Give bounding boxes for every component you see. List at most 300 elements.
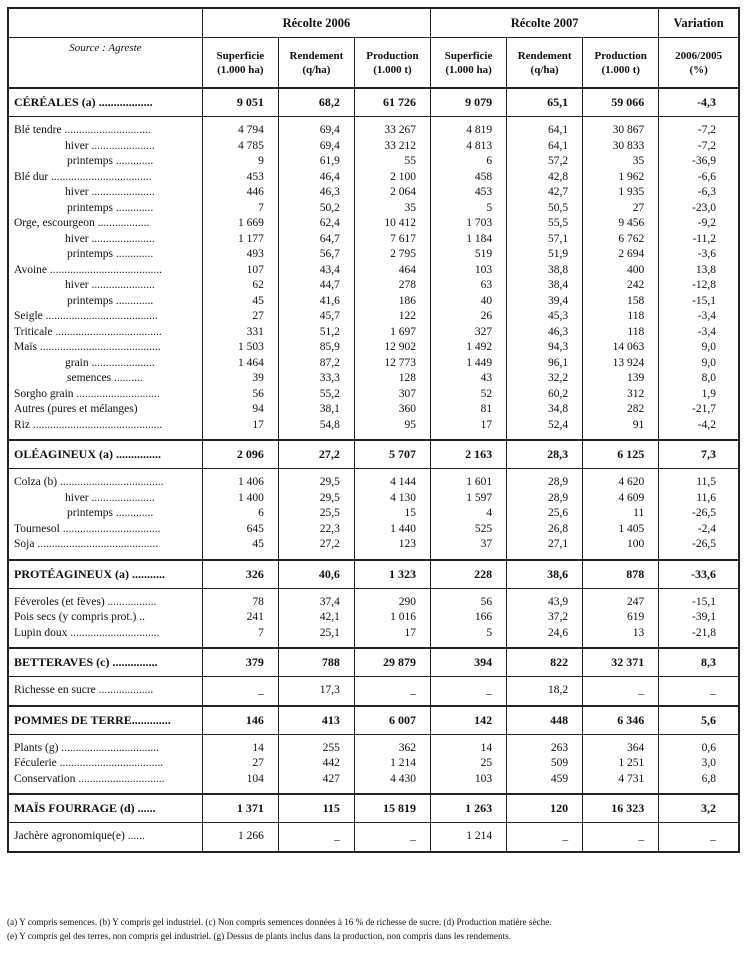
row-value-cell: 1 266	[202, 829, 278, 845]
row-value-cell: 1 601	[431, 475, 507, 491]
row-label: hiver ......................	[8, 185, 202, 201]
section-value-cell: 29 879	[354, 648, 430, 677]
table-body	[8, 88, 739, 852]
row-value-cell: 255	[278, 741, 354, 757]
row-label: Blé dur ...................................	[8, 170, 202, 186]
row-label: Autres (pures et mélanges)	[8, 402, 202, 418]
row-value-cell: 3,0	[659, 756, 739, 772]
row-value-cell: 38,8	[507, 263, 583, 279]
col-unit: (1.000 ha)	[217, 63, 264, 76]
row-value-cell: -21,7	[659, 402, 739, 418]
row-value-cell: 44,7	[278, 278, 354, 294]
row-label: Pois secs (y compris prot.) ..	[8, 610, 202, 626]
row-value-cell: 1 703	[431, 216, 507, 232]
row-value-cell: 118	[583, 309, 659, 325]
table-row	[8, 595, 739, 611]
section-header-row	[8, 648, 739, 677]
table-row	[8, 475, 739, 491]
row-value-cell: 10 412	[354, 216, 430, 232]
header-group-2006: Récolte 2006	[202, 8, 430, 38]
row-label: Richesse en sucre ...................	[8, 683, 202, 699]
row-value-cell: 57,1	[507, 232, 583, 248]
row-value-cell: 57,2	[507, 154, 583, 170]
row-value-cell: 25,6	[507, 506, 583, 522]
row-label: printemps .............	[8, 294, 202, 310]
row-value-cell: 7 617	[354, 232, 430, 248]
header-rendement-2007	[507, 38, 583, 89]
row-value-cell: _	[583, 683, 659, 699]
row-label: hiver ......................	[8, 278, 202, 294]
row-value-cell: _	[354, 829, 430, 845]
row-label: printemps .............	[8, 506, 202, 522]
row-value-cell: 100	[583, 537, 659, 553]
crop-harvest-table	[7, 7, 740, 853]
section-value-cell: 61 726	[354, 88, 430, 117]
row-value-cell: 4 813	[431, 139, 507, 155]
row-value-cell: 27	[583, 201, 659, 217]
table-row	[8, 201, 739, 217]
row-value-cell: 85,9	[278, 340, 354, 356]
row-label: Féculerie ....................................	[8, 756, 202, 772]
row-value-cell: 6,8	[659, 772, 739, 788]
section-value-cell: 15 819	[354, 794, 430, 823]
row-value-cell: 11,6	[659, 491, 739, 507]
row-value-cell: 55,5	[507, 216, 583, 232]
row-value-cell: 1,9	[659, 387, 739, 403]
row-value-cell: _	[354, 683, 430, 699]
section-value-cell: 2 163	[431, 440, 507, 469]
section-value-cell: 120	[507, 794, 583, 823]
header-blank	[8, 8, 202, 38]
footnote-line: (e) Y compris gel des terres, non compris gel industriel. (g) Dessus de plants inclus dans la production, non compris dans les rendements.	[7, 930, 512, 941]
table-row	[8, 123, 739, 139]
row-value-cell: 4 731	[583, 772, 659, 788]
row-value-cell: 51,2	[278, 325, 354, 341]
section-value-cell: 822	[507, 648, 583, 677]
row-value-cell: 52,4	[507, 418, 583, 434]
table-row	[8, 418, 739, 434]
row-label: Orge, escourgeon ..................	[8, 216, 202, 232]
row-value-cell: 619	[583, 610, 659, 626]
section-value-cell: 5,6	[659, 706, 739, 735]
row-value-cell: 247	[583, 595, 659, 611]
row-value-cell: 122	[354, 309, 430, 325]
table-row	[8, 756, 739, 772]
row-value-cell: 525	[431, 522, 507, 538]
row-value-cell: 42,1	[278, 610, 354, 626]
row-value-cell: 17	[431, 418, 507, 434]
section-value-cell: 228	[431, 560, 507, 589]
row-value-cell: -12,8	[659, 278, 739, 294]
row-value-cell: 9	[202, 154, 278, 170]
row-value-cell: 55	[354, 154, 430, 170]
row-value-cell: 69,4	[278, 139, 354, 155]
row-value-cell: 33 267	[354, 123, 430, 139]
row-value-cell: 2 100	[354, 170, 430, 186]
row-label: Riz .............................................	[8, 418, 202, 434]
section-header-row	[8, 794, 739, 823]
row-value-cell: 104	[202, 772, 278, 788]
table-row	[8, 139, 739, 155]
row-value-cell: 12 773	[354, 356, 430, 372]
row-value-cell: 1 406	[202, 475, 278, 491]
section-value-cell: 8,3	[659, 648, 739, 677]
row-value-cell: _	[507, 829, 583, 845]
section-value-cell: 27,2	[278, 440, 354, 469]
section-value-cell: 413	[278, 706, 354, 735]
row-value-cell: 263	[507, 741, 583, 757]
row-value-cell: 4 430	[354, 772, 430, 788]
section-value-cell: 3,2	[659, 794, 739, 823]
row-value-cell: 56	[431, 595, 507, 611]
row-value-cell: 28,9	[507, 475, 583, 491]
row-value-cell: 45,3	[507, 309, 583, 325]
table-row	[8, 185, 739, 201]
row-value-cell: 11	[583, 506, 659, 522]
section-value-cell: 142	[431, 706, 507, 735]
col-label: Superficie	[444, 49, 493, 62]
section-value-cell: 379	[202, 648, 278, 677]
section-value-cell: 878	[583, 560, 659, 589]
section-value-cell: -33,6	[659, 560, 739, 589]
table-row	[8, 247, 739, 263]
row-value-cell: 362	[354, 741, 430, 757]
table-row	[8, 402, 739, 418]
row-label: hiver ......................	[8, 139, 202, 155]
section-value-cell: 448	[507, 706, 583, 735]
row-value-cell: 400	[583, 263, 659, 279]
row-value-cell: 62	[202, 278, 278, 294]
row-value-cell: 13	[583, 626, 659, 642]
row-value-cell: 43,4	[278, 263, 354, 279]
row-value-cell: 39,4	[507, 294, 583, 310]
section-value-cell: 65,1	[507, 88, 583, 117]
row-label: Colza (b) ....................................	[8, 475, 202, 491]
section-value-cell: 1 263	[431, 794, 507, 823]
table-row	[8, 537, 739, 553]
row-value-cell: 9,0	[659, 340, 739, 356]
row-label: Conservation ..............................	[8, 772, 202, 788]
row-value-cell: 34,8	[507, 402, 583, 418]
row-value-cell: 46,3	[507, 325, 583, 341]
row-value-cell: 50,2	[278, 201, 354, 217]
table-row	[8, 356, 739, 372]
row-value-cell: 46,3	[278, 185, 354, 201]
table-row	[8, 522, 739, 538]
row-label: printemps .............	[8, 154, 202, 170]
section-value-cell: 326	[202, 560, 278, 589]
row-value-cell: 4 130	[354, 491, 430, 507]
row-value-cell: -2,4	[659, 522, 739, 538]
row-value-cell: 45,7	[278, 309, 354, 325]
row-value-cell: 25	[431, 756, 507, 772]
table-row	[8, 610, 739, 626]
header-production-2006	[354, 38, 430, 89]
col-unit: (1.000 t)	[373, 63, 412, 76]
col-label: Production	[594, 49, 647, 62]
row-value-cell: 364	[583, 741, 659, 757]
section-value-cell: 394	[431, 648, 507, 677]
row-value-cell: 81	[431, 402, 507, 418]
row-value-cell: 11,5	[659, 475, 739, 491]
row-value-cell: 33 212	[354, 139, 430, 155]
row-value-cell: 54,8	[278, 418, 354, 434]
table-row	[8, 626, 739, 642]
section-label: PROTÉAGINEUX (a) ...........	[8, 560, 202, 589]
row-value-cell: 12 902	[354, 340, 430, 356]
row-value-cell: 37	[431, 537, 507, 553]
row-value-cell: 128	[354, 371, 430, 387]
row-value-cell: 8,0	[659, 371, 739, 387]
row-value-cell: 27,1	[507, 537, 583, 553]
row-value-cell: 64,1	[507, 123, 583, 139]
table-row	[8, 263, 739, 279]
section-value-cell: 6 346	[583, 706, 659, 735]
row-value-cell: 1 440	[354, 522, 430, 538]
row-label: grain ......................	[8, 356, 202, 372]
row-value-cell: 35	[583, 154, 659, 170]
header-rendement-2006	[278, 38, 354, 89]
section-value-cell: 115	[278, 794, 354, 823]
row-value-cell: 45	[202, 537, 278, 553]
section-header-row	[8, 440, 739, 469]
row-value-cell: 24,6	[507, 626, 583, 642]
row-value-cell: 1 177	[202, 232, 278, 248]
row-value-cell: 166	[431, 610, 507, 626]
row-value-cell: 290	[354, 595, 430, 611]
row-label: printemps .............	[8, 247, 202, 263]
col-unit: (q/ha)	[302, 63, 331, 76]
row-value-cell: -21,8	[659, 626, 739, 642]
row-value-cell: 282	[583, 402, 659, 418]
row-value-cell: _	[583, 829, 659, 845]
row-value-cell: 63	[431, 278, 507, 294]
row-value-cell: 17	[202, 418, 278, 434]
row-label: Plants (g) ..................................	[8, 741, 202, 757]
header-group-variation: Variation	[659, 8, 739, 38]
header-variation	[659, 38, 739, 89]
row-value-cell: 56,7	[278, 247, 354, 263]
section-label: BETTERAVES (c) ...............	[8, 648, 202, 677]
row-value-cell: 17	[354, 626, 430, 642]
row-value-cell: 1 935	[583, 185, 659, 201]
section-value-cell: 68,2	[278, 88, 354, 117]
row-label: Jachère agronomique(e) ......	[8, 829, 202, 845]
section-value-cell: 146	[202, 706, 278, 735]
row-value-cell: 25,1	[278, 626, 354, 642]
row-value-cell: 41,6	[278, 294, 354, 310]
row-value-cell: 1 449	[431, 356, 507, 372]
row-value-cell: 331	[202, 325, 278, 341]
row-value-cell: 442	[278, 756, 354, 772]
row-value-cell: 4 794	[202, 123, 278, 139]
row-value-cell: 64,7	[278, 232, 354, 248]
row-value-cell: 51,9	[507, 247, 583, 263]
row-value-cell: 60,2	[507, 387, 583, 403]
row-value-cell: 14	[202, 741, 278, 757]
row-value-cell: 1 251	[583, 756, 659, 772]
col-label: Rendement	[289, 49, 344, 62]
section-header-row	[8, 560, 739, 589]
row-value-cell: 30 867	[583, 123, 659, 139]
spacer-row	[8, 433, 739, 440]
row-value-cell: 15	[354, 506, 430, 522]
row-value-cell: 22,3	[278, 522, 354, 538]
section-value-cell: 59 066	[583, 88, 659, 117]
section-label: POMMES DE TERRE.............	[8, 706, 202, 735]
section-value-cell: 5 707	[354, 440, 430, 469]
row-value-cell: 464	[354, 263, 430, 279]
row-value-cell: 5	[431, 626, 507, 642]
row-value-cell: 1 400	[202, 491, 278, 507]
row-value-cell: -15,1	[659, 595, 739, 611]
row-value-cell: 459	[507, 772, 583, 788]
row-value-cell: 38,1	[278, 402, 354, 418]
section-value-cell: -4,3	[659, 88, 739, 117]
spacer-row	[8, 787, 739, 794]
row-value-cell: 87,2	[278, 356, 354, 372]
col-unit: (1.000 t)	[601, 63, 640, 76]
row-value-cell: 40	[431, 294, 507, 310]
row-value-cell: 13 924	[583, 356, 659, 372]
section-label: CÉRÉALES (a) ..................	[8, 88, 202, 117]
row-value-cell: 46,4	[278, 170, 354, 186]
row-value-cell: 186	[354, 294, 430, 310]
row-value-cell: 6	[431, 154, 507, 170]
row-value-cell: 25,5	[278, 506, 354, 522]
row-value-cell: 30 833	[583, 139, 659, 155]
row-value-cell: 29,5	[278, 491, 354, 507]
spacer-row	[8, 641, 739, 648]
row-value-cell: 103	[431, 263, 507, 279]
row-value-cell: 1 405	[583, 522, 659, 538]
section-value-cell: 6 125	[583, 440, 659, 469]
row-value-cell: 1 962	[583, 170, 659, 186]
section-value-cell: 2 096	[202, 440, 278, 469]
row-value-cell: -7,2	[659, 139, 739, 155]
row-label: Blé tendre ..............................	[8, 123, 202, 139]
row-value-cell: 118	[583, 325, 659, 341]
row-value-cell: 1 214	[354, 756, 430, 772]
row-value-cell: 27	[202, 309, 278, 325]
row-value-cell: 5	[431, 201, 507, 217]
row-value-cell: 1 464	[202, 356, 278, 372]
row-value-cell: 2 064	[354, 185, 430, 201]
row-value-cell: 18,2	[507, 683, 583, 699]
row-value-cell: 1 214	[431, 829, 507, 845]
col-unit: (%)	[689, 63, 708, 76]
row-value-cell: 1 597	[431, 491, 507, 507]
row-value-cell: 123	[354, 537, 430, 553]
row-value-cell: -4,2	[659, 418, 739, 434]
spacer-row	[8, 845, 739, 852]
row-value-cell: -3,4	[659, 309, 739, 325]
row-value-cell: -6,6	[659, 170, 739, 186]
row-value-cell: 2 694	[583, 247, 659, 263]
section-value-cell: 32 371	[583, 648, 659, 677]
row-value-cell: 139	[583, 371, 659, 387]
row-value-cell: _	[659, 683, 739, 699]
table-row	[8, 683, 739, 699]
row-value-cell: 29,5	[278, 475, 354, 491]
table-row	[8, 216, 739, 232]
row-value-cell: 278	[354, 278, 430, 294]
row-value-cell: 94	[202, 402, 278, 418]
table-row	[8, 232, 739, 248]
col-label: 2006/2005	[675, 49, 723, 62]
col-unit: (q/ha)	[530, 63, 559, 76]
row-label: Sorgho grain .............................	[8, 387, 202, 403]
section-value-cell: 6 007	[354, 706, 430, 735]
row-value-cell: 103	[431, 772, 507, 788]
row-value-cell: _	[431, 683, 507, 699]
row-value-cell: 327	[431, 325, 507, 341]
row-value-cell: 1 503	[202, 340, 278, 356]
row-value-cell: 7	[202, 201, 278, 217]
table-row	[8, 278, 739, 294]
section-value-cell: 1 323	[354, 560, 430, 589]
row-value-cell: 9 456	[583, 216, 659, 232]
row-value-cell: 52	[431, 387, 507, 403]
section-value-cell: 38,6	[507, 560, 583, 589]
row-value-cell: 493	[202, 247, 278, 263]
row-value-cell: 453	[431, 185, 507, 201]
row-value-cell: 1 697	[354, 325, 430, 341]
row-value-cell: 2 795	[354, 247, 430, 263]
row-value-cell: 95	[354, 418, 430, 434]
row-value-cell: 37,2	[507, 610, 583, 626]
spacer-row	[8, 553, 739, 560]
row-value-cell: -3,4	[659, 325, 739, 341]
header-production-2007	[583, 38, 659, 89]
row-value-cell: 32,2	[507, 371, 583, 387]
section-value-cell: 9 079	[431, 88, 507, 117]
row-value-cell: 14 063	[583, 340, 659, 356]
row-value-cell: 38,4	[507, 278, 583, 294]
row-value-cell: 6	[202, 506, 278, 522]
col-label: Rendement	[517, 49, 572, 62]
row-label: hiver ......................	[8, 232, 202, 248]
header-superficie-2007	[431, 38, 507, 89]
row-value-cell: 27,2	[278, 537, 354, 553]
row-value-cell: -39,1	[659, 610, 739, 626]
row-value-cell: -26,5	[659, 537, 739, 553]
row-value-cell: -7,2	[659, 123, 739, 139]
row-label: Féveroles (et fèves) .................	[8, 595, 202, 611]
row-value-cell: 14	[431, 741, 507, 757]
row-value-cell: 43	[431, 371, 507, 387]
row-value-cell: 50,5	[507, 201, 583, 217]
header-superficie-2006	[202, 38, 278, 89]
row-value-cell: 4	[431, 506, 507, 522]
row-value-cell: 158	[583, 294, 659, 310]
section-label: MAÏS FOURRAGE (d) ......	[8, 794, 202, 823]
row-value-cell: -36,9	[659, 154, 739, 170]
row-value-cell: 33,3	[278, 371, 354, 387]
row-value-cell: 26	[431, 309, 507, 325]
col-label: Superficie	[216, 49, 265, 62]
header-group-2007: Récolte 2007	[431, 8, 659, 38]
table-row	[8, 506, 739, 522]
row-value-cell: 4 819	[431, 123, 507, 139]
row-value-cell: 453	[202, 170, 278, 186]
row-value-cell: 37,4	[278, 595, 354, 611]
row-value-cell: 6 762	[583, 232, 659, 248]
section-value-cell: 28,3	[507, 440, 583, 469]
row-value-cell: 26,8	[507, 522, 583, 538]
row-value-cell: 4 785	[202, 139, 278, 155]
row-value-cell: -15,1	[659, 294, 739, 310]
